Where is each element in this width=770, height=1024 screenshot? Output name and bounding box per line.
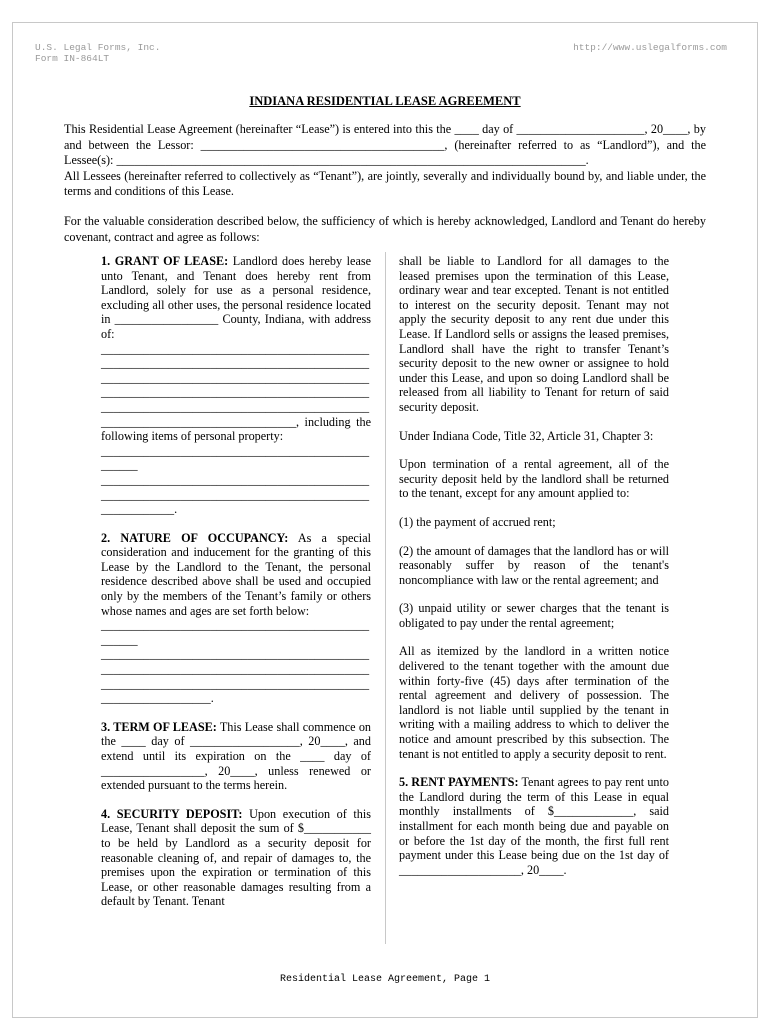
security-deposit-continued: shall be liable to Landlord for all damages to the leased premises upon the termination of this Lease, ordinary wear and tear excepted. Tenant is not entitled to interest on the security deposit. Tenant may not apply the security deposit to any rent due under this Lease. If Landlord sells or assigns the leased premises, Landlord shall have the right to transfer Tenant’s security deposit to the new owner or assignee to hold under this Lease, and upon so doing Landlord shall be released from all liability to Tenant for return of said security deposit. bbox=[399, 254, 669, 414]
address-line: ____________________________________________ bbox=[101, 370, 370, 385]
personal-property-intro: ________________________________, including the following items of personal property: bbox=[101, 414, 371, 444]
occupant-line: __________________. bbox=[101, 691, 214, 706]
intro-paragraph-2: All Lessees (hereinafter referred to collectively as “Tenant”), are jointly, severally and individually bound by, and liable under, the terms and conditions of this Lease. bbox=[64, 168, 706, 199]
intro-paragraph-1: This Residential Lease Agreement (hereinafter “Lease”) is entered into this the ____ day of _____________________, 20____, by and between the Lessor: ________________________________________, (hereinafter referred to as “Landlord”), and the Lessee(s): _____________________________________________________________________________. bbox=[64, 122, 706, 168]
right-column bbox=[399, 254, 669, 877]
address-line: ____________________________________________ bbox=[101, 385, 370, 400]
header-left bbox=[35, 42, 160, 64]
occupant-line: ____________________________________________ bbox=[101, 662, 370, 677]
statute-item-1: (1) the payment of accrued rent; bbox=[399, 514, 556, 529]
property-line: ____________________________________________ bbox=[101, 443, 370, 458]
form-id: Form IN-864LT bbox=[35, 53, 110, 64]
address-line: ____________________________________________ bbox=[101, 341, 370, 356]
address-line: ____________________________________________ bbox=[101, 399, 370, 414]
intro-paragraph-3: For the valuable consideration described below, the sufficiency of which is hereby acknowledged, Landlord and Tenant do hereby covenant, contract and agree as follows: bbox=[64, 213, 706, 244]
occupant-line: ______ bbox=[101, 632, 138, 647]
address-line: ____________________________________________ bbox=[101, 356, 370, 371]
section-heading: 5. RENT PAYMENTS: bbox=[399, 775, 519, 790]
page-footer: Residential Lease Agreement, Page 1 bbox=[279, 974, 491, 985]
indiana-code-reference: Under Indiana Code, Title 32, Article 31, Chapter 3: bbox=[399, 428, 654, 443]
statute-paragraph: Upon termination of a rental agreement, all of the security deposit held by the landlord shall be returned to the tenant, except for any amount applied to: bbox=[399, 457, 669, 501]
section-grant-of-lease: 1. GRANT OF LEASE: Landlord does hereby lease unto Tenant, and Tenant does hereby rent from Landlord, solely for use as a personal residence, excluding all other uses, the personal residence located in _________________ County, Indiana, with address of: bbox=[101, 254, 372, 341]
property-line: ____________________________________________ bbox=[101, 487, 370, 502]
section-heading: 1. GRANT OF LEASE: bbox=[101, 254, 229, 268]
section-heading: 3. TERM OF LEASE: bbox=[101, 719, 217, 734]
section-rent-payments: 5. RENT PAYMENTS: Tenant agrees to pay rent unto the Landlord during the term of this Lease in equal monthly installments of $_____________, said installment for each month being due and payable on or before the 1st day of the month, the first full rent payment under this Lease being due on the 1st day of ____________________, 20____. bbox=[399, 775, 670, 877]
property-line: ____________. bbox=[101, 502, 178, 517]
property-line: ____________________________________________ bbox=[101, 472, 370, 487]
statute-notice-paragraph: All as itemized by the landlord in a written notice delivered to the tenant together with the amount due within forty-five (45) days after termination of the rental agreement and delivery of possession. The landlord is not liable until supplied by the tenant in writing with a mailing address to which to deliver the notice and amount prescribed by this subsection. The tenant is not entitled to apply a security deposit to rent. bbox=[399, 644, 669, 761]
occupant-line: ____________________________________________ bbox=[101, 647, 370, 662]
intro-section bbox=[64, 122, 706, 245]
left-column bbox=[101, 254, 371, 909]
property-line: ______ bbox=[101, 458, 138, 473]
section-heading: 4. SECURITY DEPOSIT: bbox=[101, 806, 243, 821]
section-term-of-lease: 3. TERM OF LEASE: This Lease shall commence on the ____ day of __________________, 20____, and extend until its expiration on the ____ day of _________________, 20____, unless renewed or extended pursuant to the terms herein. bbox=[101, 719, 372, 793]
occupant-line: ____________________________________________ bbox=[101, 676, 370, 691]
occupant-line: ____________________________________________ bbox=[101, 618, 370, 633]
column-divider bbox=[385, 252, 386, 944]
company-name: U.S. Legal Forms, Inc. bbox=[35, 42, 161, 53]
document-title: INDIANA RESIDENTIAL LEASE AGREEMENT bbox=[249, 94, 521, 108]
header-url[interactable]: http://www.uslegalforms.com bbox=[573, 42, 727, 53]
section-security-deposit: 4. SECURITY DEPOSIT: Upon execution of this Lease, Tenant shall deposit the sum of $___________ to be held by Landlord as a security deposit for reasonable cleaning of, and repair of damages to, the premises upon the expiration or termination of this Lease, or other reasonable damages resulting from a default by Tenant. Tenant bbox=[101, 806, 371, 909]
section-nature-of-occupancy: 2. NATURE OF OCCUPANCY: As a special consideration and inducement for the granting of this Lease by the Landlord to the Tenant, the personal residence described above shall be used and occupied only by the members of the Tenant’s family or others whose names and ages are set forth below: bbox=[101, 530, 371, 618]
statute-item-3: (3) unpaid utility or sewer charges that the tenant is obligated to pay under the rental agreement; bbox=[399, 601, 669, 630]
section-heading: 2. NATURE OF OCCUPANCY: bbox=[101, 530, 289, 545]
statute-item-2: (2) the amount of damages that the landlord has or will reasonably suffer by reason of the tenant's noncompliance with law or the rental agreement; and bbox=[399, 543, 669, 587]
